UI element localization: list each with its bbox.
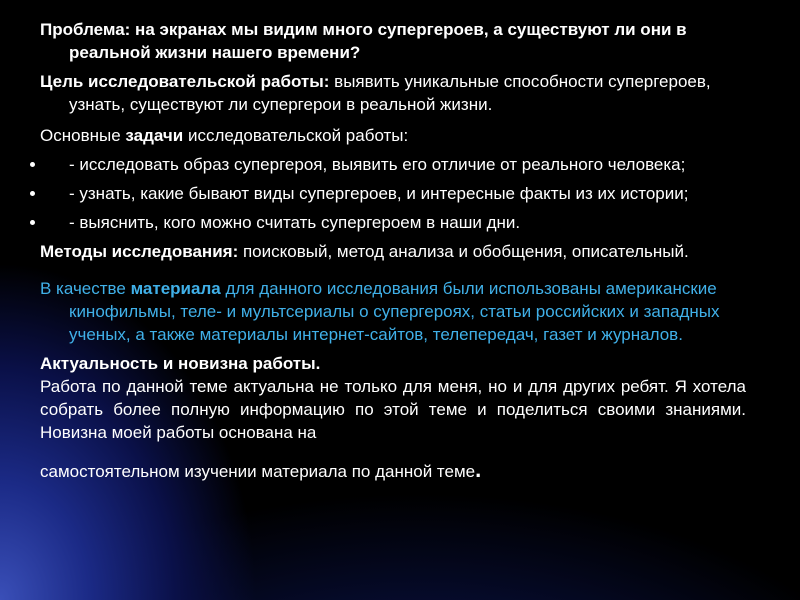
goal-paragraph	[40, 70, 746, 116]
tasks-intro-after: исследовательской работы:	[183, 126, 409, 145]
relevance-title	[40, 352, 746, 375]
problem-statement	[40, 18, 746, 64]
list-item	[40, 211, 746, 234]
tasks-intro-bold: задачи	[125, 126, 184, 145]
material-paragraph	[40, 277, 746, 346]
list-item	[40, 153, 746, 176]
goal-label: Цель исследовательской работы:	[40, 72, 330, 91]
relevance-last-line	[40, 458, 746, 483]
bullet-icon	[30, 162, 35, 167]
bullet-icon	[30, 220, 35, 225]
goal-text: выявить уникальные способности супергероев, узнать, существуют ли супергерои в реальной жизни.	[69, 72, 711, 114]
bullet-icon	[30, 191, 35, 196]
relevance-body: Работа по данной теме актуальна не только для меня, но и для других ребят. Я хотела собрать более полную информацию по этой теме и поделиться своими знаниями. Новизна моей работы основана на	[40, 377, 746, 442]
material-after: для данного исследования были использованы американские кинофильмы, теле- и мультсериалы о супергероях, статьи российских и западных ученых, а также материалы интернет-сайтов, телепередач, газет и журналов.	[69, 279, 720, 344]
task-item-2: - узнать, какие бывают виды супергероев, и интересные факты из их истории;	[69, 184, 689, 203]
methods-paragraph	[40, 240, 746, 263]
material-bold: материала	[130, 279, 221, 298]
problem-text: Проблема: на экранах мы видим много супергероев, а существуют ли они в реальной жизни нашего времени?	[40, 20, 687, 62]
methods-label: Методы исследования:	[40, 242, 239, 261]
slide-content	[40, 18, 746, 483]
list-item	[40, 182, 746, 205]
methods-text: поисковый, метод анализа и обобщения, описательный.	[238, 242, 689, 261]
end-mark: .	[475, 457, 482, 482]
task-item-3: - выяснить, кого можно считать супергероем в наши дни.	[69, 213, 521, 232]
tasks-intro	[40, 124, 746, 147]
tasks-intro-before: Основные	[40, 126, 126, 145]
task-item-1: - исследовать образ супергероя, выявить его отличие от реального человека;	[69, 155, 686, 174]
relevance-last-text: самостоятельном изучении материала по данной теме	[40, 462, 476, 481]
relevance-title-text: Актуальность и новизна работы.	[40, 354, 321, 373]
material-before: В качестве	[40, 279, 131, 298]
